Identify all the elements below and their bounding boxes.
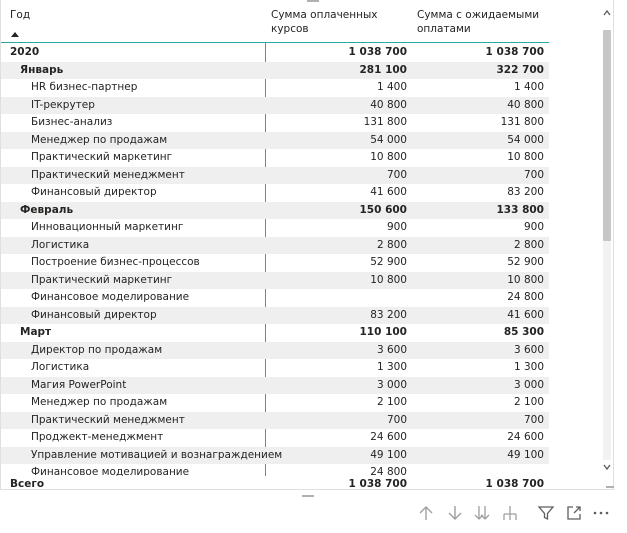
expected-value: 700 — [523, 413, 544, 426]
paid-value: 41 600 — [370, 186, 407, 198]
table-row[interactable] — [1, 254, 549, 272]
expected-value: 41 600 — [507, 308, 544, 321]
table-row[interactable] — [1, 97, 549, 115]
expected-value: 10 800 — [507, 151, 544, 163]
row-label: Практический менеджмент — [31, 413, 185, 426]
column-header-paid[interactable]: Сумма оплаченных курсов — [271, 9, 378, 35]
matrix-header — [1, 0, 549, 43]
table-row[interactable] — [1, 219, 549, 237]
expand-hierarchy-icon[interactable] — [500, 503, 520, 523]
expected-value: 133 800 — [496, 203, 544, 216]
paid-value: 900 — [386, 221, 407, 233]
paid-value: 40 800 — [370, 98, 407, 111]
table-row[interactable] — [1, 447, 549, 465]
vertical-scrollbar[interactable] — [600, 0, 614, 480]
expected-value: 3 000 — [513, 378, 544, 391]
row-label: Финансовое моделирование — [31, 291, 190, 303]
table-row[interactable] — [1, 464, 549, 476]
table-row[interactable] — [1, 429, 549, 447]
row-label: Менеджер по продажам — [31, 396, 168, 408]
paid-value: 150 600 — [359, 203, 407, 216]
row-label: IT-рекрутер — [31, 98, 95, 111]
table-row[interactable] — [1, 79, 549, 97]
row-label: Финансовый директор — [31, 186, 157, 198]
row-label: Практический маркетинг — [31, 151, 173, 163]
arrow-down-icon[interactable] — [445, 503, 465, 523]
expected-value: 40 800 — [507, 98, 544, 111]
month-row[interactable] — [1, 202, 549, 220]
corner-resize-handle[interactable] — [606, 486, 614, 488]
filter-icon[interactable] — [536, 503, 556, 523]
table-row[interactable] — [1, 237, 549, 255]
paid-value: 49 100 — [370, 448, 407, 461]
row-label: Финансовый директор — [31, 308, 157, 321]
expected-value: 1 038 700 — [485, 46, 544, 58]
row-label: Менеджер по продажам — [31, 133, 168, 146]
expected-value: 49 100 — [507, 448, 544, 461]
table-row[interactable] — [1, 149, 549, 167]
row-label: Практический маркетинг — [31, 273, 173, 286]
table-row[interactable] — [1, 132, 549, 150]
paid-value: 83 200 — [370, 308, 407, 321]
column-header-expected[interactable]: Сумма с ожидаемыми оплатами — [417, 9, 540, 35]
expected-value: 83 200 — [507, 186, 544, 198]
expected-value: 1 300 — [513, 361, 544, 373]
expected-value: 24 800 — [507, 291, 544, 303]
paid-value: 700 — [386, 168, 407, 181]
row-label: Построение бизнес-процессов — [31, 256, 200, 268]
expected-value: 2 800 — [513, 238, 544, 251]
paid-value: 52 900 — [370, 256, 407, 268]
row-label: Практический менеджмент — [31, 168, 185, 181]
paid-value: 700 — [386, 413, 407, 426]
table-row[interactable] — [1, 377, 549, 395]
row-label: Февраль — [20, 203, 74, 216]
paid-value: 110 100 — [359, 326, 407, 338]
scroll-down-icon[interactable] — [602, 462, 612, 472]
row-label: Логистика — [31, 238, 90, 251]
row-label: HR бизнес-партнер — [31, 81, 138, 93]
sort-ascending-icon[interactable] — [11, 32, 19, 37]
table-row[interactable] — [1, 342, 549, 360]
year-row[interactable] — [1, 44, 549, 62]
paid-value: 2 800 — [376, 238, 407, 251]
total-expected: 1 038 700 — [485, 478, 544, 490]
table-row[interactable] — [1, 412, 549, 430]
expected-value: 131 800 — [500, 116, 544, 128]
row-label: Логистика — [31, 361, 90, 373]
table-row[interactable] — [1, 307, 549, 325]
paid-value: 54 000 — [370, 133, 407, 146]
expected-value: 322 700 — [496, 63, 544, 76]
expected-value: 85 300 — [503, 326, 544, 338]
table-row[interactable] — [1, 359, 549, 377]
column-header-year[interactable]: Год — [10, 9, 31, 21]
table-row[interactable] — [1, 394, 549, 412]
expected-value: 52 900 — [507, 256, 544, 268]
table-row[interactable] — [1, 167, 549, 185]
bottom-resize-handle[interactable] — [302, 495, 314, 497]
expected-value: 10 800 — [507, 273, 544, 286]
total-row — [1, 476, 549, 490]
paid-value: 281 100 — [359, 63, 407, 76]
row-label: Март — [20, 326, 52, 338]
scrollbar-thumb[interactable] — [603, 30, 611, 241]
expected-value: 1 400 — [513, 81, 544, 93]
expected-value: 3 600 — [513, 343, 544, 356]
expected-value: 700 — [523, 168, 544, 181]
arrow-up-icon[interactable] — [416, 503, 436, 523]
month-row[interactable] — [1, 324, 549, 342]
row-label: Магия PowerPoint — [31, 378, 127, 391]
row-label: Проджект-менеджмент — [31, 431, 164, 443]
total-label: Всего — [10, 478, 45, 490]
paid-value: 1 038 700 — [348, 46, 407, 58]
row-label: Финансовое моделирование — [31, 466, 190, 476]
row-label: 2020 — [10, 46, 40, 58]
expected-value: 900 — [523, 221, 544, 233]
total-paid: 1 038 700 — [348, 478, 407, 490]
table-row[interactable] — [1, 114, 549, 132]
matrix-body — [1, 44, 549, 476]
table-row[interactable] — [1, 272, 549, 290]
paid-value: 1 300 — [376, 361, 407, 373]
paid-value: 1 400 — [376, 81, 407, 93]
more-options-icon[interactable] — [591, 503, 611, 523]
row-label: Бизнес-анализ — [31, 116, 113, 128]
paid-value: 10 800 — [370, 273, 407, 286]
paid-value: 2 100 — [376, 396, 407, 408]
row-label: Январь — [20, 63, 64, 76]
row-label: Инновационный маркетинг — [31, 221, 184, 233]
paid-value: 10 800 — [370, 151, 407, 163]
paid-value: 24 600 — [370, 431, 407, 443]
row-label: Управление мотивацией и вознаграждением — [31, 448, 283, 461]
double-arrow-down-icon[interactable] — [472, 503, 492, 523]
focus-mode-icon[interactable] — [564, 503, 584, 523]
month-row[interactable] — [1, 62, 549, 80]
paid-value: 3 000 — [376, 378, 407, 391]
paid-value: 24 800 — [370, 466, 407, 476]
expected-value: 2 100 — [513, 396, 544, 408]
table-row[interactable] — [1, 184, 549, 202]
expected-value: 24 600 — [507, 431, 544, 443]
row-label: Директор по продажам — [31, 343, 163, 356]
scroll-up-icon[interactable] — [602, 8, 612, 18]
expected-value: 54 000 — [507, 133, 544, 146]
paid-value: 131 800 — [363, 116, 407, 128]
table-row[interactable] — [1, 289, 549, 307]
paid-value: 3 600 — [376, 343, 407, 356]
